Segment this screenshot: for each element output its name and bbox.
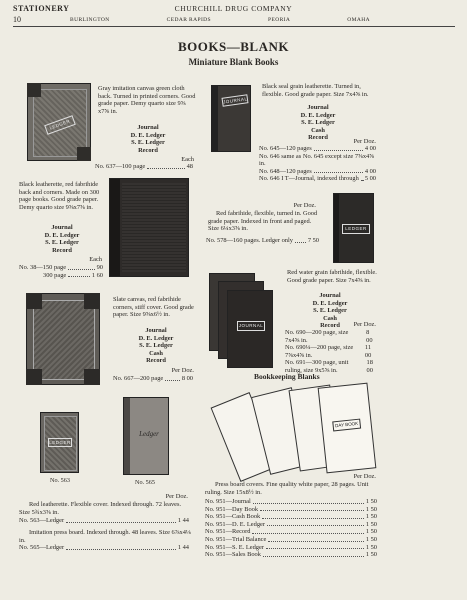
red-fabrihide-price-line: No. 578—160 pages. Ledger only 7 50 — [206, 237, 319, 244]
price-line: 300 page 1 60 — [43, 271, 103, 279]
ledger-label: LEDGER — [44, 115, 76, 135]
no-565-caption: No. 565 — [135, 479, 155, 486]
ledger-script-label: Ledger — [139, 430, 159, 438]
price-line: No. 951—Trial Balance 1 50 — [205, 535, 377, 543]
journal-book-image — [211, 85, 251, 152]
price-line: No. 645—120 pages 4 00 — [259, 145, 376, 152]
small-books-unit: Per Doz. — [165, 493, 188, 500]
price-line: No. 690¼—200 page, size 7⅝x4⅝ in. 11 00 — [285, 344, 372, 359]
company-name: CHURCHILL DRUG COMPANY — [174, 4, 293, 13]
black-leatherette-description: Black leatherette, red fabrihide back and corners. Made on 300 page books. Good grade paper. Demy quarto size 9⅝x7⅝ in. — [19, 181, 100, 211]
price-line: No. 951—S. E. Ledger 1 50 — [205, 543, 377, 551]
bookkeeping-blanks-image — [210, 383, 380, 483]
price-line: No. 951—D. E. Ledger 1 50 — [205, 520, 377, 528]
price-line: No. 951—Day Book 1 50 — [205, 505, 377, 513]
bookkeeping-heading: Bookkeeping Blanks — [254, 372, 320, 381]
slate-canvas-price-line: No. 667—200 page 8 00 — [113, 375, 193, 382]
gray-canvas-rulings: Journal D. E. Ledger S. E. Ledger Record — [130, 124, 166, 154]
section-title: STATIONERY — [13, 4, 70, 13]
black-seal-prices — [259, 145, 376, 183]
city: OMAHA — [347, 17, 370, 23]
price-line: No. 691—300 page, unit ruling, size 9x5⅝ in. 18 00 — [285, 359, 373, 374]
bookkeeping-description: Press board covers. Fine quality white paper, 28 pages. Unit ruling. Size 15x8½ in. — [205, 481, 369, 496]
black-leatherette-rulings: Journal D. E. Ledger S. E. Ledger Record — [44, 224, 80, 254]
price-line: No. 951—Record 1 50 — [205, 528, 377, 536]
gray-canvas-description: Gray imitation canvas green cloth back. Turned in printed corners. Good grade paper. Demy quarto size 9⅝ x7⅝ in. — [98, 85, 196, 115]
no-563-caption: No. 563 — [50, 477, 70, 484]
bookkeeping-price-list — [205, 498, 377, 559]
red-fabrihide-unit: Per Doz. — [293, 202, 316, 209]
city-list — [70, 17, 370, 23]
gray-canvas-unit: Each — [181, 156, 194, 163]
ledger-label: LEDGER — [49, 440, 71, 445]
price-line: No. 646 I T—Journal, indexed through 5 00 — [259, 175, 376, 183]
price-line: No. 951—Sales Book 1 50 — [205, 551, 377, 559]
page-title: BOOKS—BLANK — [178, 39, 289, 54]
price-line: No. 646 same as No. 645 except size 7⅝x4⅝ in. — [259, 152, 375, 168]
city: BURLINGTON — [70, 17, 110, 23]
city: CEDAR RAPIDS — [166, 17, 212, 23]
gray-canvas-price-line: No. 637—100 page 48 — [95, 163, 193, 170]
journal-label: JOURNAL — [222, 94, 249, 107]
black-leatherette-unit: Each — [89, 256, 102, 263]
day-book-label: DAY BOOK — [332, 419, 361, 432]
no-563-price-line: No. 563—Ledger 1 44 — [19, 517, 189, 524]
red-fabrihide-description: Red fabrihide, flexible, turned in. Good grade paper. Indexed in front and paged. Size 6¼x3⅝ in. — [208, 210, 318, 233]
ledger-label: LEDGER — [342, 224, 370, 234]
no-565-price-line: No. 565—Ledger 1 44 — [19, 544, 189, 551]
page-subtitle: Miniature Blank Books — [188, 57, 279, 67]
black-leatherette-prices — [19, 264, 103, 279]
slate-canvas-rulings: Journal D. E. Ledger S. E. Ledger Cash Record — [138, 327, 174, 365]
red-water-grain-rulings: Journal D. E. Ledger S. E. Ledger Cash Record — [312, 292, 348, 330]
page-number: 10 — [13, 15, 21, 24]
journal-label: JOURNAL — [237, 321, 265, 331]
no-565-description: Imitation press board. Indexed through. 48 leaves. Size 6⅞x4⅛ in. — [19, 529, 191, 544]
slate-canvas-book-image — [26, 293, 100, 385]
price-line: No. 690—200 page, size 7x4⅝ in. 8 00 — [285, 329, 373, 344]
black-seal-rulings: Journal D. E. Ledger S. E. Ledger Cash Record — [300, 104, 336, 142]
price-line: No. 951—Journal 1 50 — [205, 498, 377, 505]
gray-canvas-book-image — [27, 83, 91, 161]
no-565-book-image — [123, 397, 169, 475]
header-divider — [13, 26, 455, 27]
black-seal-description: Black seal grain leatherette. Turned in, flexible. Good grade paper. Size 7x4⅝ in. — [262, 83, 369, 98]
red-ledger-book-image — [333, 193, 374, 263]
black-seal-unit: Per Doz. — [353, 138, 376, 145]
bookkeeping-unit: Per Doz. — [353, 473, 376, 480]
city: PEORIA — [267, 17, 291, 23]
black-leatherette-book-image — [109, 178, 189, 277]
price-line: No. 38—150 page 90 — [19, 264, 103, 271]
slate-canvas-unit: Per Doz. — [171, 367, 194, 374]
day-book-sheet — [318, 383, 377, 474]
slate-canvas-description: Slate canvas, red fabrihide corners, stiff cover. Good grade paper. Size 9⅝x6½ in. — [113, 296, 194, 319]
price-line: No. 648—120 pages 4 00 — [259, 167, 376, 175]
no-563-book-image — [40, 412, 79, 473]
no-563-description: Red leatherette. Flexible cover. Indexed through. 72 leaves. Size 5¾x3⅝ in. — [19, 501, 182, 516]
red-water-grain-description: Red water grain fabrihide, flexible. Good grade paper. Size 7x4⅝ in. — [287, 269, 377, 284]
journal-stack-front-image — [227, 290, 273, 368]
red-water-grain-unit: Per Doz. — [353, 321, 376, 328]
price-line: No. 951—Cash Book 1 50 — [205, 513, 377, 521]
red-water-grain-prices — [285, 329, 376, 375]
